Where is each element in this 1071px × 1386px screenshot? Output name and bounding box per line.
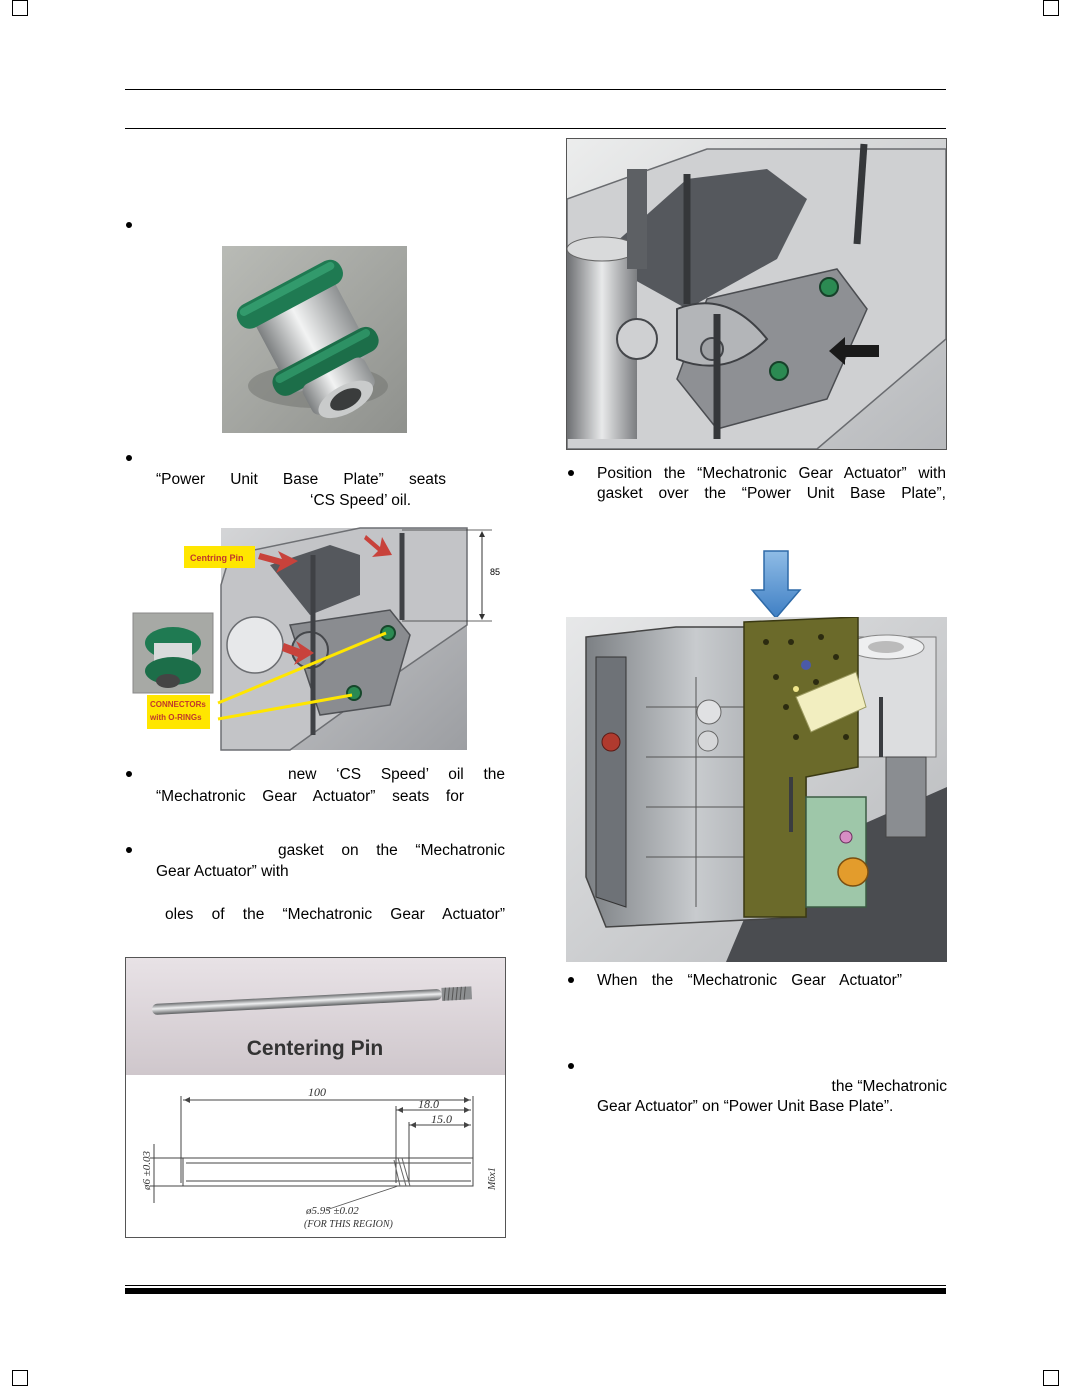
bullet — [126, 455, 132, 461]
final-text-line2: Gear Actuator” on “Power Unit Base Plate”. — [597, 1098, 894, 1115]
footer-rule-thick — [125, 1288, 946, 1294]
seats-text-line2: ‘CS Speed’ oil. — [310, 492, 412, 509]
new-oil-text-line1: new ‘CS Speed’ oil the — [288, 766, 505, 783]
dim-note-label: (FOR THIS REGION) — [304, 1219, 393, 1230]
dim-18-label: 18.0 — [418, 1097, 439, 1111]
bullet — [126, 771, 132, 777]
crop-mark-bottom-right — [1043, 1370, 1059, 1386]
bullet — [126, 222, 132, 228]
base-plate-render — [566, 138, 947, 450]
crop-mark-top-right — [1043, 0, 1059, 16]
connector-oring-photo — [222, 246, 407, 433]
dim-dia6-label: ø6 ±0.03 — [141, 1150, 153, 1190]
crop-mark-bottom-left — [12, 1370, 28, 1386]
mechatronic-actuator-render — [566, 617, 947, 962]
centering-pin-drawing — [125, 957, 506, 1238]
new-oil-text-line2: “Mechatronic Gear Actuator” seats for — [156, 788, 464, 805]
connectors-label-text: CONNECTORs — [150, 700, 206, 709]
centring-pin-label: Centring Pin — [190, 553, 244, 563]
position-text-line1: Position the “Mechatronic Gear Actuator” with — [597, 465, 946, 482]
position-text-line2: gasket over the “Power Unit Base Plate”, — [597, 485, 946, 502]
dim-dia595-label: ø5.95 ±0.02 — [306, 1205, 359, 1217]
seats-text-line1: “Power Unit Base Plate” seats — [156, 471, 446, 488]
when-text-line: When the “Mechatronic Gear Actuator” — [597, 972, 902, 989]
dim-100-label: 100 — [308, 1085, 326, 1099]
bullet — [126, 847, 132, 853]
centring-pin-diagram — [130, 525, 506, 751]
bullet — [568, 470, 574, 476]
centering-pin-title: Centering Pin — [246, 1037, 384, 1060]
final-text-line1: the “Mechatronic — [831, 1078, 947, 1095]
dim-85-label: 85 — [490, 567, 501, 577]
gasket-text-line2: Gear Actuator” with — [156, 863, 289, 880]
bullet — [568, 977, 574, 983]
connectors-label-text-line2: with O-RINGs — [150, 713, 202, 722]
down-arrow-icon — [750, 550, 802, 620]
dim-m6-label: M6x1 — [487, 1167, 498, 1190]
holes-text-line: oles of the “Mechatronic Gear Actuator” — [165, 906, 505, 923]
header-rule-top — [125, 89, 946, 90]
header-rule-bottom — [125, 128, 946, 129]
bullet — [568, 1063, 574, 1069]
footer-rule-thin — [125, 1285, 946, 1286]
dim-15-label: 15.0 — [431, 1112, 452, 1126]
crop-mark-top-left — [12, 0, 28, 16]
gasket-text-line1: gasket on the “Mechatronic — [278, 842, 505, 859]
